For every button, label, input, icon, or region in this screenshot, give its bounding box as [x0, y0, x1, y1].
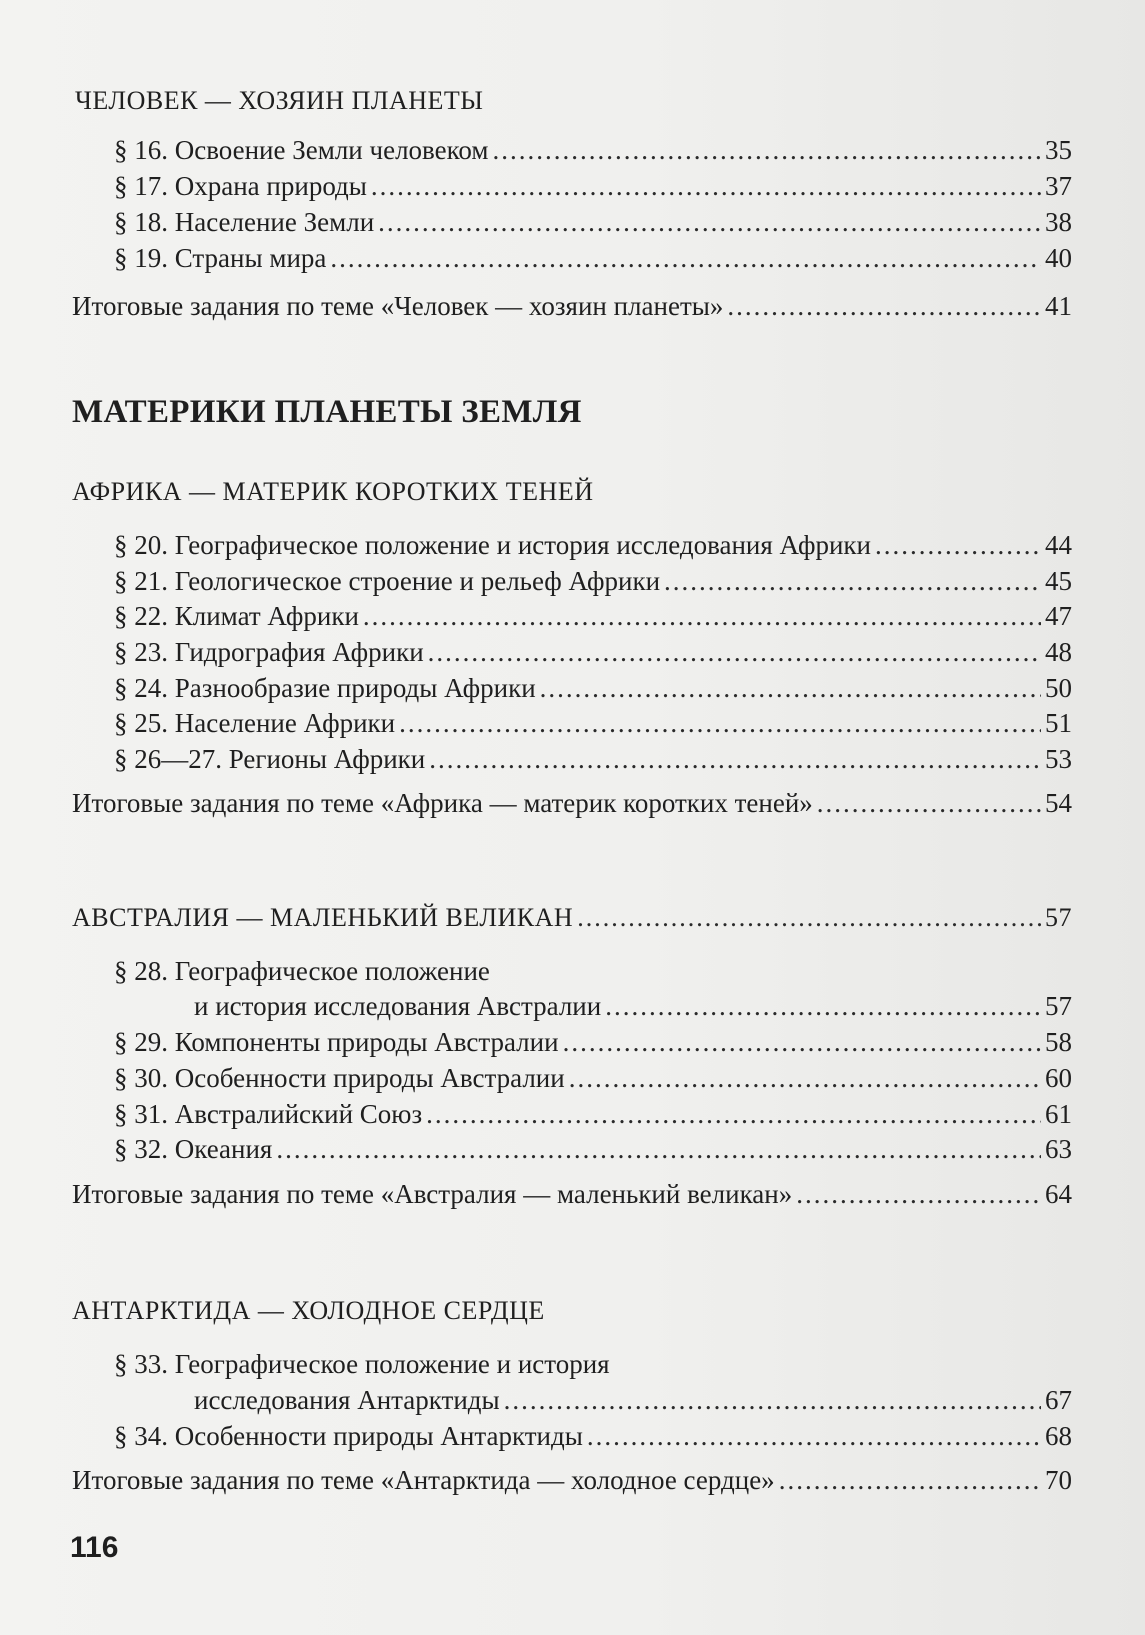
toc-entry-label: § 17. Охрана природы [114, 171, 367, 201]
toc-entry-label: § 18. Население Земли [114, 207, 375, 237]
toc-entry [114, 241, 1072, 275]
leader-dots [330, 241, 1041, 275]
toc-entry-page: 57 [1045, 991, 1072, 1021]
part-title-continents: МАТЕРИКИ ПЛАНЕТЫ ЗЕМЛЯ [72, 394, 582, 430]
leader-dots [796, 1177, 1041, 1211]
toc-entry [194, 989, 1072, 1023]
toc-summary [72, 1463, 1072, 1497]
toc-entry [114, 635, 1072, 669]
leader-dots [577, 901, 1041, 935]
leader-dots [504, 1383, 1041, 1417]
toc-entry-page: 53 [1045, 744, 1072, 774]
toc-entry-label: § 22. Климат Африки [114, 601, 359, 631]
toc-entry [114, 133, 1072, 167]
toc-entry-page: 40 [1045, 243, 1072, 273]
toc-entry-label-line1: § 28. Географическое положение [114, 956, 490, 986]
toc-entry-page: 63 [1045, 1134, 1072, 1164]
toc-entry [114, 706, 1072, 740]
leader-dots [276, 1132, 1041, 1166]
leader-dots [605, 989, 1041, 1023]
page-number: 116 [70, 1531, 119, 1564]
toc-entry-page: 37 [1045, 171, 1072, 201]
toc-entry-page: 60 [1045, 1063, 1072, 1093]
leader-dots [587, 1419, 1041, 1453]
toc-summary-page: 41 [1045, 291, 1072, 321]
toc-entry [194, 1383, 1072, 1417]
leader-dots [779, 1463, 1041, 1497]
toc-summary [72, 786, 1072, 820]
toc-entry-page: 58 [1045, 1027, 1072, 1057]
toc-entry-label: § 19. Страны мира [114, 243, 327, 273]
leader-dots [399, 706, 1041, 740]
toc-summary-label: Итоговые задания по теме «Антарктида — холодное сердце» [72, 1465, 775, 1495]
section-title-antarctica: АНТАРКТИДА — ХОЛОДНОЕ СЕРДЦЕ [72, 1296, 545, 1325]
leader-dots [428, 635, 1041, 669]
toc-entry [114, 528, 1072, 562]
toc-entry-page: 61 [1045, 1099, 1072, 1129]
leader-dots [875, 528, 1041, 562]
section-title-australia [72, 901, 1072, 935]
toc-summary-page: 70 [1045, 1465, 1072, 1495]
toc-entry-page: 67 [1045, 1385, 1072, 1415]
toc-entry [114, 671, 1072, 705]
toc-summary-page: 54 [1045, 788, 1072, 818]
toc-entry-label: § 29. Компоненты природы Австралии [114, 1027, 559, 1057]
toc-summary-page: 64 [1045, 1179, 1072, 1209]
toc-entry-label: § 25. Население Африки [114, 708, 396, 738]
toc-entry [114, 1419, 1072, 1453]
leader-dots [817, 786, 1041, 820]
toc-entry [114, 169, 1072, 203]
toc-summary-label: Итоговые задания по теме «Австралия — маленький великан» [72, 1179, 793, 1209]
toc-entry-label: § 31. Австралийский Союз [114, 1099, 423, 1129]
toc-summary-label: Итоговые задания по теме «Человек — хозяин планеты» [72, 291, 724, 321]
toc-entry-page: 68 [1045, 1421, 1072, 1451]
toc-entry-page: 47 [1045, 601, 1072, 631]
toc-entry-label-line2: исследования Антарктиды [194, 1385, 500, 1415]
toc-entry [114, 205, 1072, 239]
section-title-page: 57 [1045, 903, 1072, 932]
toc-entry-label-line2: и история исследования Австралии [194, 991, 602, 1021]
toc-entry-page: 35 [1045, 135, 1072, 165]
toc-entry-page: 45 [1045, 566, 1072, 596]
toc-entry [114, 1025, 1072, 1059]
leader-dots [363, 599, 1041, 633]
toc-entry [114, 1132, 1072, 1166]
leader-dots [540, 671, 1041, 705]
toc-entry-page: 50 [1045, 673, 1072, 703]
toc-summary-label: Итоговые задания по теме «Африка — материк коротких теней» [72, 788, 813, 818]
leader-dots [378, 205, 1041, 239]
toc-entry-label: § 32. Океания [114, 1134, 273, 1164]
toc-entry-page: 51 [1045, 708, 1072, 738]
leader-dots [569, 1061, 1041, 1095]
toc-entry [114, 564, 1072, 598]
leader-dots [727, 289, 1041, 323]
toc-entry [114, 599, 1072, 633]
toc-entry-page: 48 [1045, 637, 1072, 667]
toc-entry-label: § 16. Освоение Земли человеком [114, 135, 489, 165]
leader-dots [429, 742, 1041, 776]
leader-dots [426, 1097, 1041, 1131]
toc-entry-label: § 34. Особенности природы Антарктиды [114, 1421, 583, 1451]
toc-entry [114, 1097, 1072, 1131]
toc-entry-label: § 30. Особенности природы Австралии [114, 1063, 565, 1093]
toc-entry-page: 44 [1045, 530, 1072, 560]
leader-dots [371, 169, 1041, 203]
toc-entry-label: § 23. Гидрография Африки [114, 637, 424, 667]
leader-dots [492, 133, 1041, 167]
section-title-label: АВСТРАЛИЯ — МАЛЕНЬКИЙ ВЕЛИКАН [72, 903, 574, 932]
leader-dots [563, 1025, 1041, 1059]
toc-entry-label-line1: § 33. Географическое положение и история [114, 1349, 610, 1379]
section-title-human: ЧЕЛОВЕК — ХОЗЯИН ПЛАНЕТЫ [75, 86, 484, 115]
leader-dots [664, 564, 1041, 598]
toc-entry [114, 1061, 1072, 1095]
section-title-africa: АФРИКА — МАТЕРИК КОРОТКИХ ТЕНЕЙ [72, 477, 594, 506]
toc-summary [72, 289, 1072, 323]
toc-entry-label: § 20. Географическое положение и история исследования Африки [114, 530, 872, 560]
toc-entry-label: § 24. Разнообразие природы Африки [114, 673, 536, 703]
toc-entry-label: § 21. Геологическое строение и рельеф Африки [114, 566, 661, 596]
toc-entry-page: 38 [1045, 207, 1072, 237]
toc-summary [72, 1177, 1072, 1211]
toc-entry [114, 742, 1072, 776]
toc-entry-label: § 26—27. Регионы Африки [114, 744, 426, 774]
